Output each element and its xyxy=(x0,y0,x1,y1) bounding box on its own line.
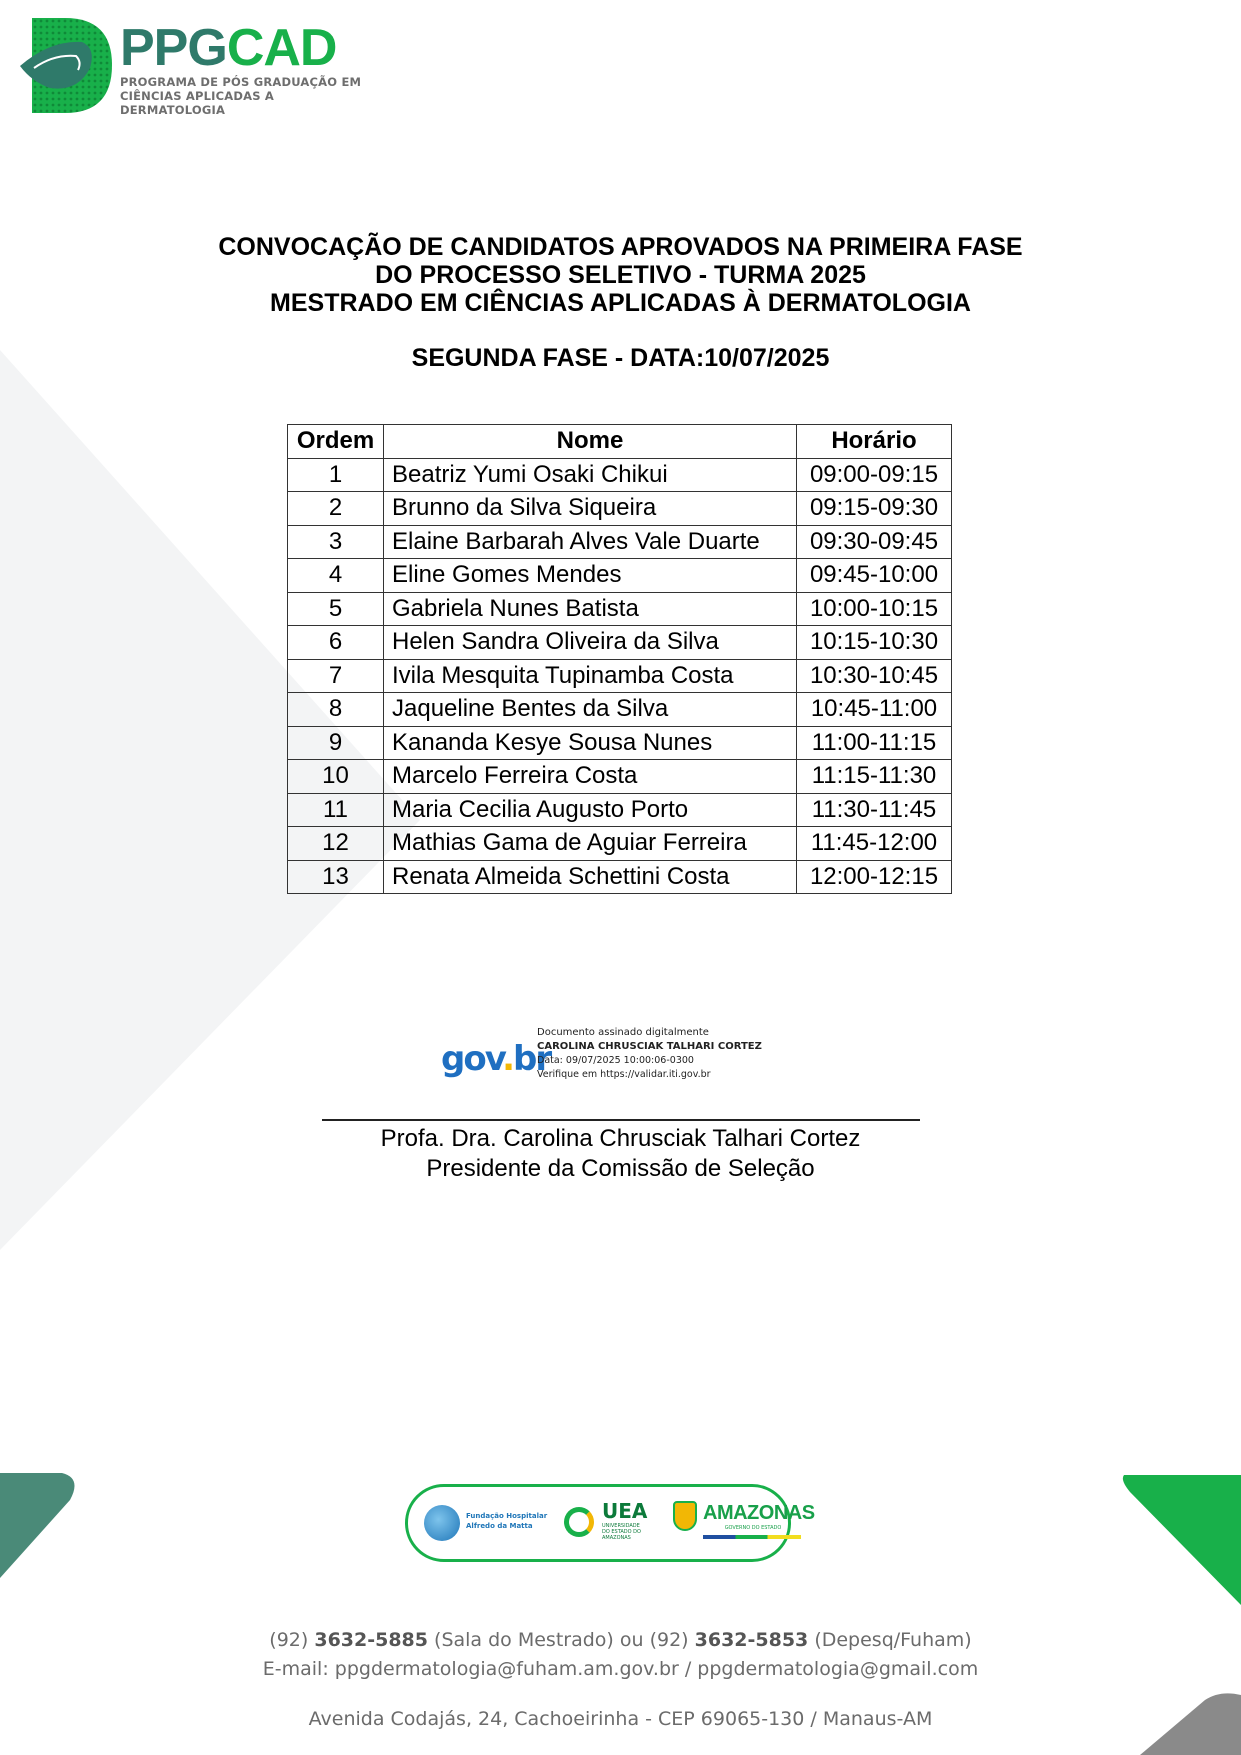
cell-horario: 09:45-10:00 xyxy=(797,559,952,593)
cell-nome: Gabriela Nunes Batista xyxy=(384,592,797,626)
cell-horario: 11:00-11:15 xyxy=(797,726,952,760)
cell-horario: 09:15-09:30 xyxy=(797,492,952,526)
table-row xyxy=(288,793,952,827)
cell-nome: Kananda Kesye Sousa Nunes xyxy=(384,726,797,760)
cell-ordem: 12 xyxy=(288,827,384,861)
fuham-line-1: Fundação Hospitalar xyxy=(466,1512,548,1520)
cell-ordem: 4 xyxy=(288,559,384,593)
table-row xyxy=(288,693,952,727)
table-row xyxy=(288,860,952,894)
ppgcad-logo-mark xyxy=(20,18,112,113)
signatory-name: Profa. Dra. Carolina Chrusciak Talhari Cortez xyxy=(380,1125,861,1152)
cell-horario: 12:00-12:15 xyxy=(797,860,952,894)
stamp-details xyxy=(537,1026,762,1082)
stamp-verify: Verifique em https://validar.iti.gov.br xyxy=(537,1069,711,1080)
document-subtitle: SEGUNDA FASE - DATA:10/07/2025 xyxy=(411,344,830,372)
footer-email: E-mail: ppgdermatologia@fuham.am.gov.br / ppgdermatologia@gmail.com xyxy=(262,1658,979,1680)
schedule-table xyxy=(287,424,952,894)
cell-horario: 11:15-11:30 xyxy=(797,760,952,794)
footer-phones: (92) 3632-5885 (Sala do Mestrado) ou (92) 3632-5853 (Depesq/Fuham) xyxy=(269,1629,972,1651)
document-title xyxy=(0,233,1241,317)
cell-nome: Marcelo Ferreira Costa xyxy=(384,760,797,794)
ppgcad-logo xyxy=(20,18,380,117)
cell-ordem: 7 xyxy=(288,659,384,693)
cell-horario: 10:45-11:00 xyxy=(797,693,952,727)
signatory-block xyxy=(0,1124,1241,1184)
cell-ordem: 1 xyxy=(288,458,384,492)
cell-nome: Helen Sandra Oliveira da Silva xyxy=(384,626,797,660)
cell-nome: Beatriz Yumi Osaki Chikui xyxy=(384,458,797,492)
cell-horario: 10:15-10:30 xyxy=(797,626,952,660)
cell-ordem: 3 xyxy=(288,525,384,559)
fuham-line-2: Alfredo da Matta xyxy=(466,1522,533,1530)
table-row xyxy=(288,492,952,526)
cell-ordem: 8 xyxy=(288,693,384,727)
cell-nome: Mathias Gama de Aguiar Ferreira xyxy=(384,827,797,861)
cell-nome: Ivila Mesquita Tupinamba Costa xyxy=(384,659,797,693)
table-row xyxy=(288,726,952,760)
signature-line xyxy=(322,1119,920,1121)
cell-horario: 10:30-10:45 xyxy=(797,659,952,693)
cell-ordem: 11 xyxy=(288,793,384,827)
globe-icon xyxy=(424,1505,460,1541)
partner-logos xyxy=(405,1484,815,1562)
table-row xyxy=(288,525,952,559)
digital-signature-stamp xyxy=(437,1020,797,1090)
amazonas-small-text: GOVERNO DO ESTADO xyxy=(724,1525,782,1531)
table-header-row xyxy=(288,425,952,459)
table-row xyxy=(288,659,952,693)
cell-ordem: 13 xyxy=(288,860,384,894)
amazonas-text: AMAZONAS xyxy=(703,1502,815,1524)
cell-nome: Renata Almeida Schettini Costa xyxy=(384,860,797,894)
govbr-logo: gov.br xyxy=(441,1039,551,1079)
uea-small-text: UNIVERSIDADE DO ESTADO DO AMAZONAS xyxy=(602,1523,641,1541)
cell-ordem: 6 xyxy=(288,626,384,660)
cell-horario: 11:45-12:00 xyxy=(797,827,952,861)
uea-text: UEA xyxy=(602,1499,648,1523)
flag-stripe xyxy=(703,1535,801,1539)
footer-address: Avenida Codajás, 24, Cachoeirinha - CEP 69065-130 / Manaus-AM xyxy=(308,1708,933,1730)
crest-icon xyxy=(673,1501,697,1531)
table-row xyxy=(288,760,952,794)
cell-horario: 09:30-09:45 xyxy=(797,525,952,559)
cell-ordem: 5 xyxy=(288,592,384,626)
table-row xyxy=(288,458,952,492)
footer-contact xyxy=(0,1626,1241,1684)
header-nome: Nome xyxy=(384,425,797,459)
table-row xyxy=(288,592,952,626)
uea-ring-icon xyxy=(564,1507,594,1537)
ppgcad-wordmark: PPGCAD xyxy=(120,19,337,77)
cell-nome: Eline Gomes Mendes xyxy=(384,559,797,593)
table-row xyxy=(288,827,952,861)
ppgcad-subtitle: PROGRAMA DE PÓS GRADUAÇÃO EM CIÊNCIAS APLICADAS A DERMATOLOGIA xyxy=(120,75,362,117)
title-line-3: MESTRADO EM CIÊNCIAS APLICADAS À DERMATOLOGIA xyxy=(270,289,971,317)
title-line-1: CONVOCAÇÃO DE CANDIDATOS APROVADOS NA PRIMEIRA FASE xyxy=(218,233,1023,261)
cell-nome: Jaqueline Bentes da Silva xyxy=(384,693,797,727)
table-row xyxy=(288,626,952,660)
cell-nome: Maria Cecilia Augusto Porto xyxy=(384,793,797,827)
corner-right-shape xyxy=(1123,1475,1241,1605)
title-line-2: DO PROCESSO SELETIVO - TURMA 2025 xyxy=(375,261,866,289)
header-horario: Horário xyxy=(797,425,952,459)
stamp-line: Documento assinado digitalmente xyxy=(537,1027,709,1038)
cell-horario: 10:00-10:15 xyxy=(797,592,952,626)
corner-left-shape xyxy=(0,1473,75,1578)
stamp-date: Data: 09/07/2025 10:00:06-0300 xyxy=(537,1055,694,1066)
cell-horario: 09:00-09:15 xyxy=(797,458,952,492)
header-ordem: Ordem xyxy=(288,425,384,459)
cell-ordem: 10 xyxy=(288,760,384,794)
cell-horario: 11:30-11:45 xyxy=(797,793,952,827)
cell-ordem: 9 xyxy=(288,726,384,760)
signatory-role: Presidente da Comissão de Seleção xyxy=(426,1155,815,1182)
table-row xyxy=(288,559,952,593)
cell-ordem: 2 xyxy=(288,492,384,526)
cell-nome: Elaine Barbarah Alves Vale Duarte xyxy=(384,525,797,559)
cell-nome: Brunno da Silva Siqueira xyxy=(384,492,797,526)
stamp-signer-name: CAROLINA CHRUSCIAK TALHARI CORTEZ xyxy=(537,1041,762,1052)
